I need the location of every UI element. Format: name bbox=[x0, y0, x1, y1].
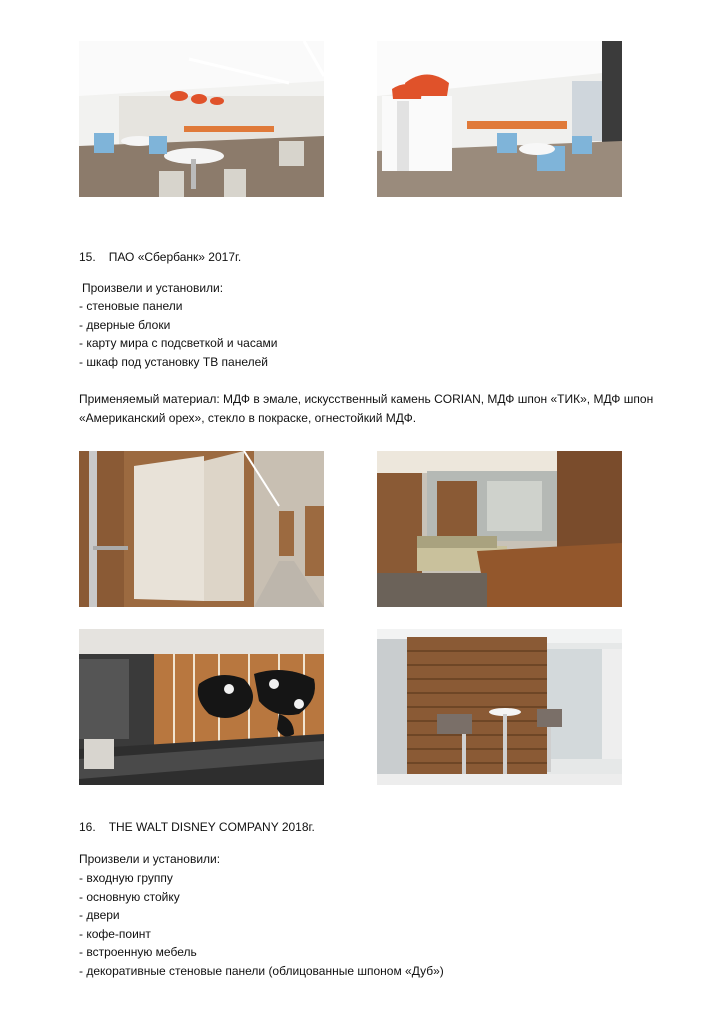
section-16-intro: Произвели и установили: bbox=[79, 852, 221, 866]
photo-lounge bbox=[377, 451, 622, 607]
section-15-title: ПАО «Сбербанк» 2017г. bbox=[108, 250, 242, 264]
list-item: - основную стойку bbox=[79, 889, 180, 904]
list-item: - декоративные стеновые панели (облицованные шпоном «Дуб») bbox=[79, 963, 444, 978]
section-16-list bbox=[79, 869, 444, 981]
section-15-material-line-2: «Американский орех», стекло в покраске, огнестойкий МДФ. bbox=[79, 411, 417, 425]
list-item: - входную группу bbox=[79, 871, 173, 885]
section-16-number: 16. bbox=[79, 820, 96, 834]
list-item: - карту мира с подсветкой и часами bbox=[79, 336, 278, 351]
photo-cafeteria-right bbox=[377, 41, 622, 197]
section-15-heading bbox=[79, 248, 241, 267]
section-16-heading bbox=[79, 818, 315, 837]
section-15-list bbox=[79, 297, 277, 371]
photo-cafeteria-left bbox=[79, 41, 324, 197]
photo-corridor bbox=[79, 451, 324, 607]
list-item: - дверные блоки bbox=[79, 317, 171, 332]
list-item: - шкаф под установку ТВ панелей bbox=[79, 354, 269, 369]
list-item: - стеновые панели bbox=[79, 299, 183, 313]
section-16-title: THE WALT DISNEY COMPANY 2018г. bbox=[108, 820, 315, 834]
photo-world-map-boardroom bbox=[79, 629, 324, 785]
section-15-number: 15. bbox=[79, 250, 96, 264]
section-15-intro: Произвели и установили: bbox=[82, 281, 224, 295]
photo-slatted-wall-bar bbox=[377, 629, 622, 785]
list-item: - кофе-поинт bbox=[79, 926, 151, 941]
list-item: - двери bbox=[79, 908, 120, 923]
section-15-material-line-1: Применяемый материал: МДФ в эмале, искусственный камень CORIAN, МДФ шпон «ТИК», МДФ шпон bbox=[79, 392, 654, 406]
list-item: - встроенную мебель bbox=[79, 945, 197, 960]
